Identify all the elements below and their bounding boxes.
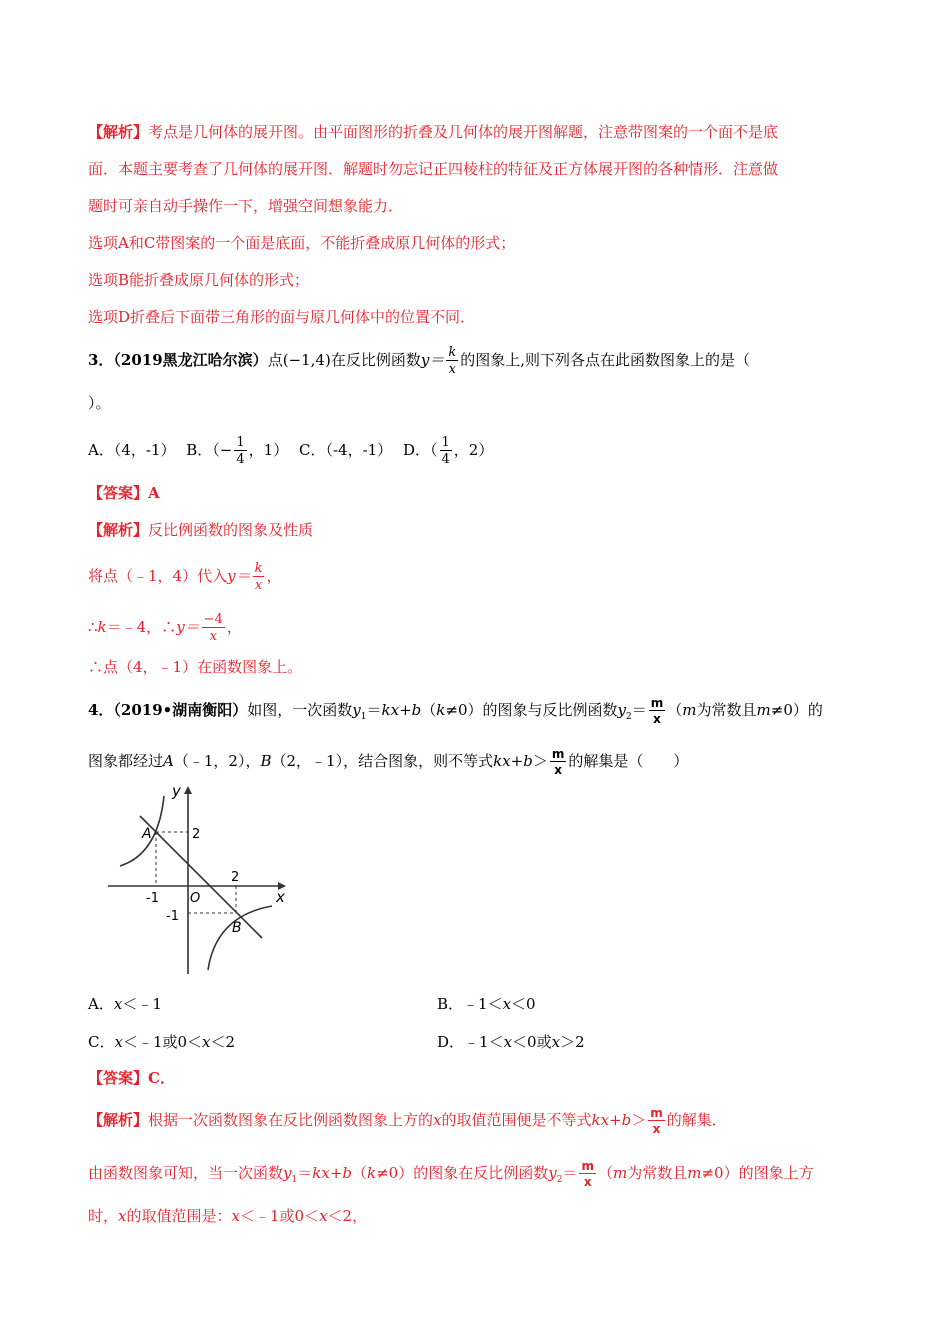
t: （ [667, 701, 683, 719]
t: （2，﹣1），结合图象，则不等式 [271, 752, 494, 770]
B: B [260, 752, 272, 770]
q3-options [88, 436, 493, 466]
step-text: 将点（﹣1，4）代入 [88, 567, 228, 585]
opt-d-frac [440, 436, 452, 466]
t: ＞ [532, 752, 548, 770]
tick-y-minus-1: -1 [166, 909, 179, 924]
kx: kx [493, 752, 511, 770]
q4-analysis-line2 [88, 1160, 814, 1191]
t: ＞ [631, 1111, 647, 1129]
t: 的取值范围是： [126, 1207, 232, 1225]
t: 为常数且 [627, 1164, 688, 1182]
t: + [329, 1164, 343, 1182]
k-var: k [97, 618, 107, 636]
t: ＜﹣1或0＜ [122, 1033, 203, 1051]
q3-step3: ∴点（4，﹣1）在函数图象上。 [88, 658, 303, 676]
sub2: 2 [626, 712, 632, 722]
analysis1-line1 [88, 121, 778, 143]
m-frac [649, 697, 666, 725]
step-frac [202, 613, 225, 643]
frac-num: m [581, 1159, 594, 1173]
function-graph [100, 782, 300, 982]
x: x [118, 1207, 127, 1225]
frac-num: 1 [441, 435, 450, 450]
analysis1-line2: 面．本题主要考查了几何体的展开图．解题时勿忘记正四棱柱的特征及正方体展开图的各种情形．注意做 [88, 160, 779, 178]
step-y: y＝ [227, 567, 251, 585]
t: ＝ [297, 1164, 313, 1182]
b: b [523, 752, 533, 770]
t: + [399, 701, 412, 719]
t: ≠0）的图象与反比例函数 [445, 701, 618, 719]
opt-d-post: ，2） [453, 441, 494, 459]
sub2: 2 [556, 1175, 563, 1185]
step-post: ， [226, 618, 242, 636]
t: （ [421, 701, 437, 719]
t: ＜﹣1 [122, 995, 162, 1013]
x: x [433, 1111, 442, 1129]
q3-stem [88, 346, 750, 376]
k: k [436, 701, 446, 719]
step-mid: ＝﹣4，∴ [106, 618, 177, 636]
y1: y [283, 1164, 292, 1182]
frac-num: −4 [203, 612, 223, 627]
t: 的取值范围便是不等式 [441, 1111, 592, 1129]
kx: kx [312, 1164, 330, 1182]
label-origin: O [190, 891, 201, 906]
q4-analysis-line1 [88, 1107, 727, 1135]
analysis1-line6: 选项D折叠后下面带三角形的面与原几何体中的位置不同． [88, 308, 476, 326]
t: ≠0）的图象在反比例函数 [376, 1164, 549, 1182]
m: m [613, 1164, 628, 1182]
m-frac [550, 748, 567, 776]
t: ＜0 [511, 995, 536, 1013]
t: 图象都经过 [88, 752, 164, 770]
frac-num: 1 [236, 435, 245, 450]
b: b [411, 701, 422, 719]
x: x [113, 995, 123, 1013]
answer-tag: 【答案】 [88, 484, 149, 502]
x: x [551, 1033, 561, 1051]
q3-stem-end: ）。 [88, 394, 111, 412]
tick-y-2: 2 [192, 827, 201, 842]
q3-option-c: C．（-4，-1） [298, 441, 393, 459]
t: （ [352, 1164, 368, 1182]
frac-num: m [551, 747, 565, 761]
m: m [756, 701, 771, 719]
t: ＝ [562, 1164, 578, 1182]
t: 为常数且 [696, 701, 757, 719]
label-point-b: B [232, 920, 242, 936]
q4-option-b [437, 993, 536, 1015]
q4-stem-line1 [88, 697, 823, 728]
frac-den: x [209, 629, 217, 644]
q4-analysis-line3 [88, 1205, 367, 1227]
t: A． [88, 995, 114, 1013]
m-frac [579, 1160, 596, 1188]
m: m [682, 701, 697, 719]
frac-den: x [448, 362, 456, 377]
frac-den: 4 [236, 452, 245, 467]
q3-option-a: A．（4，-1） [88, 441, 176, 459]
x: x [114, 1033, 123, 1051]
answer-value: A [148, 484, 160, 502]
frac-den: x [653, 712, 661, 726]
x: x [502, 995, 512, 1013]
y2: y [548, 1164, 557, 1182]
tick-x-minus-1: -1 [146, 891, 159, 906]
k: k [367, 1164, 377, 1182]
t: 根据一次函数图象在反比例函数图象上方的 [148, 1111, 434, 1129]
t: + [609, 1111, 622, 1129]
t: ＝ [366, 701, 382, 719]
q3-number: 3．（2019黑龙江哈尔滨） [88, 351, 268, 369]
t: ＜2， [327, 1207, 368, 1225]
q3-step1 [88, 562, 281, 592]
opt-b-pre: B．（− [186, 441, 233, 459]
analysis-tag: 【解析】 [88, 521, 149, 539]
label-x: x [276, 888, 285, 906]
y1: y [352, 701, 361, 719]
opt-d-pre: D．（ [402, 441, 438, 459]
t: D．﹣1＜ [437, 1033, 504, 1051]
q4-answer [88, 1067, 175, 1089]
t: 的解集是（ ） [568, 752, 689, 770]
t: （ [597, 1164, 613, 1182]
frac-num: k [254, 561, 263, 576]
t: ＜﹣1或0＜ [239, 1207, 320, 1225]
frac-num: m [650, 696, 664, 710]
q3-option-b [186, 435, 289, 467]
t: C． [88, 1033, 115, 1051]
analysis-tag: 【解析】 [88, 123, 149, 141]
frac-den: 4 [441, 452, 450, 467]
t: 时， [88, 1207, 119, 1225]
answer-tag: 【答案】 [88, 1069, 149, 1087]
q4-stem-line2 [88, 748, 688, 776]
q4-option-a [88, 993, 162, 1015]
t: ≠0）的 [770, 701, 823, 719]
label-point-a: A [142, 826, 152, 842]
t: + [510, 752, 524, 770]
t: B．﹣1＜ [437, 995, 503, 1013]
frac-den: x [554, 763, 562, 777]
x: x [503, 1033, 513, 1051]
t: ≠0）的图象上方 [701, 1164, 814, 1182]
y2: y [617, 701, 626, 719]
frac-den: x [254, 578, 263, 593]
frac-den: x [583, 1175, 592, 1189]
q3-analysis [88, 519, 313, 541]
analysis1-line4: 选项A和C带图案的一个面是底面，不能折叠成原几何体的形式； [88, 234, 516, 252]
y-var: y＝ [176, 618, 200, 636]
q4-option-d [437, 1031, 585, 1053]
opt-b-post: ，1） [248, 441, 289, 459]
m: m [687, 1164, 702, 1182]
q3-y: y＝ [420, 351, 445, 369]
t: ＜2 [210, 1033, 236, 1051]
b: b [342, 1164, 352, 1182]
b: b [621, 1111, 632, 1129]
t: 如图，一次函数 [247, 701, 353, 719]
analysis-tag: 【解析】 [88, 1111, 149, 1129]
analysis-text: 反比例函数的图象及性质 [148, 521, 314, 539]
t: ＜0或 [512, 1033, 552, 1051]
step-frac [253, 562, 265, 592]
m-frac [648, 1107, 665, 1135]
therefore: ∴ [88, 618, 98, 636]
analysis-text: 考点是几何体的展开图。由平面图形的折叠及几何体的展开图解题，注意带图案的一个面不是底 [148, 123, 779, 141]
A: A [163, 752, 174, 770]
linear-function-line [140, 816, 262, 938]
q4-number: 4．（2019•湖南衡阳） [88, 701, 248, 719]
t: 由函数图象可知，当一次函数 [88, 1164, 284, 1182]
t: ＞2 [560, 1033, 585, 1051]
tick-x-2: 2 [231, 870, 240, 885]
q3-text-b: 的图象上,则下列各点在此函数图象上的是（ [460, 351, 750, 369]
sub1: 1 [291, 1175, 298, 1185]
x: x [202, 1033, 211, 1051]
q3-step2 [88, 613, 242, 643]
frac-num: m [650, 1106, 663, 1120]
frac-den: x [652, 1122, 661, 1136]
x: x [319, 1207, 328, 1225]
kx: kx [591, 1111, 610, 1129]
q3-option-d [402, 435, 494, 467]
y-axis-arrow [184, 786, 192, 794]
frac-num: k [448, 345, 457, 360]
t: ＝ [631, 701, 647, 719]
x: x [231, 1207, 240, 1225]
answer-value: C． [148, 1069, 175, 1087]
q3-answer [88, 482, 160, 504]
analysis1-line3: 题时可亲自动手操作一下，增强空间想象能力． [88, 197, 404, 215]
step-post: ， [266, 567, 282, 585]
q3-text: 点(−1,4)在反比例函数 [267, 351, 421, 369]
analysis1-line5: 选项B能折叠成原几何体的形式； [88, 271, 310, 289]
q4-option-c [88, 1031, 235, 1053]
label-y: y [172, 782, 181, 800]
t: （﹣1，2）， [173, 752, 261, 770]
kx: kx [381, 701, 400, 719]
opt-b-frac [234, 436, 246, 466]
q3-fraction [446, 346, 458, 376]
t: 的解集． [666, 1111, 727, 1129]
sub1: 1 [360, 712, 367, 722]
